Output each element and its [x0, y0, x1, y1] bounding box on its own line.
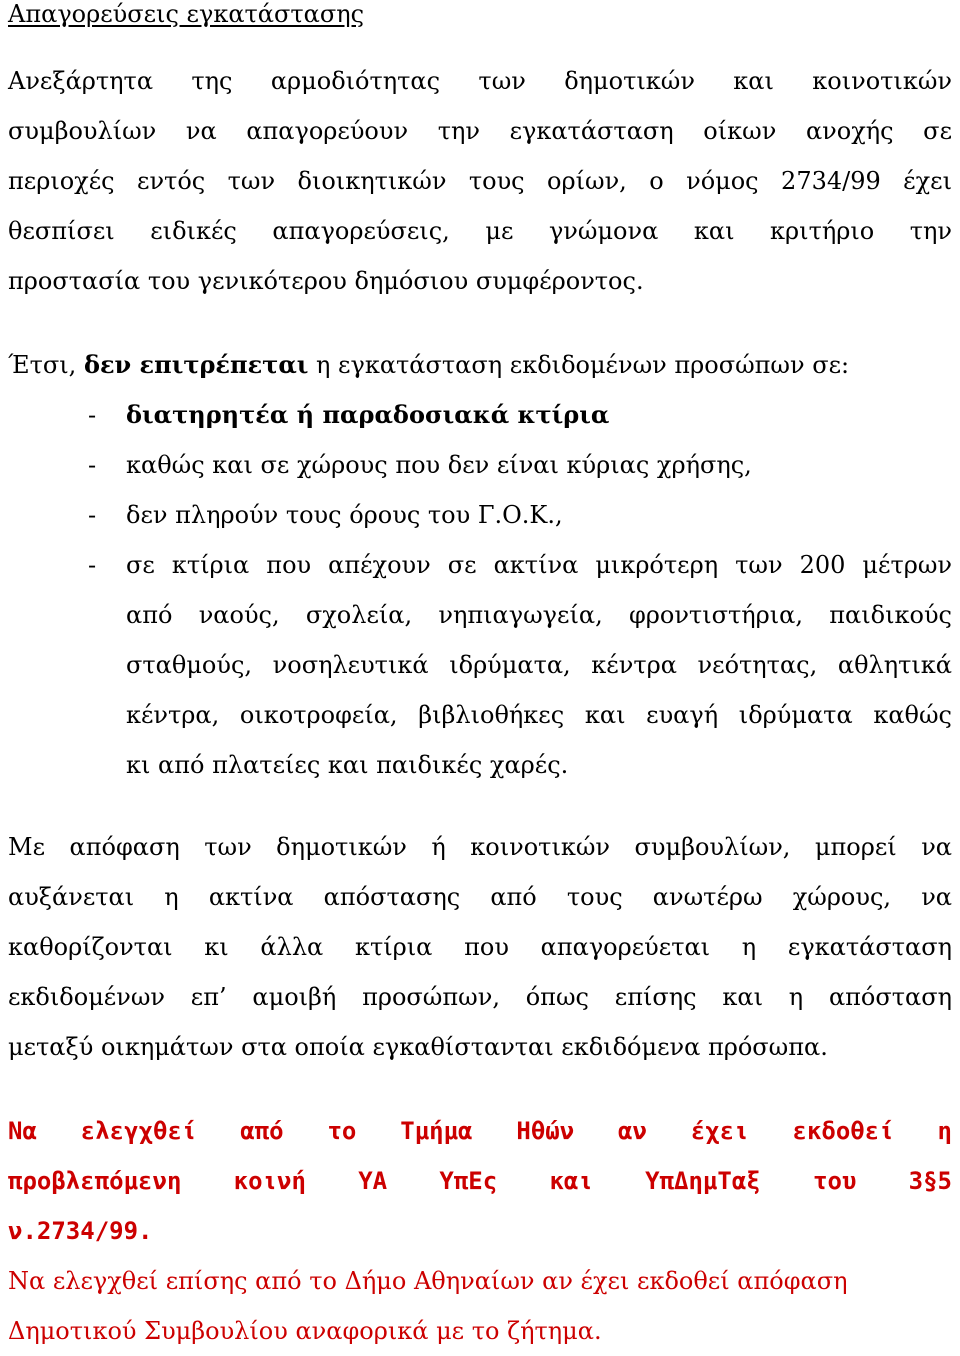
note-line: Να ελεγχθεί επίσης από το Δήμο Αθηναίων αν έχει εκδοθεί απόφαση: [8, 1267, 848, 1295]
note-line: ν.2734/99.: [8, 1217, 153, 1245]
list-item-text: διατηρητέα ή παραδοσιακά κτίρια: [126, 400, 610, 429]
paragraph-line: περιοχές εντός των διοικητικών τους ορίων, ο νόμος 2734/99 έχει: [8, 167, 952, 195]
paragraph-line: αυξάνεται η ακτίνα απόστασης από τους ανωτέρω χώρους, να: [8, 883, 952, 911]
list-item-text: σταθμούς, νοσηλευτικά ιδρύματα, κέντρα νεότητας, αθλητικά: [126, 651, 952, 679]
list-item-text: από ναούς, σχολεία, νηπιαγωγεία, φροντιστήρια, παιδικούς: [126, 601, 952, 629]
list-item: [8, 440, 952, 490]
paragraph-council-decision: [8, 822, 952, 1072]
paragraph-line: εκδιδομένων επ’ αμοιβή προσώπων, όπως επίσης και η απόσταση: [8, 983, 952, 1011]
note-regular: [8, 1256, 952, 1356]
intro-prefix: Έτσι,: [8, 351, 84, 379]
note-line: προβλεπόμενη κοινή ΥΑ ΥπΕς και ΥπΔημΤαξ του 3§5: [8, 1167, 952, 1195]
paragraph-intro: [8, 56, 952, 306]
paragraph-line: Ανεξάρτητα της αρμοδιότητας των δημοτικών και κοινοτικών: [8, 67, 952, 95]
page-title: Απαγορεύσεις εγκατάστασης: [8, 0, 365, 28]
list-dash: -: [88, 501, 97, 529]
list-item-text: κέντρα, οικοτροφεία, βιβλιοθήκες και ευαγή ιδρύματα καθώς: [126, 701, 952, 729]
prohibition-intro: [8, 340, 849, 390]
list-item: [8, 490, 952, 540]
list-dash: -: [88, 551, 97, 579]
intro-suffix: η εγκατάσταση εκδιδομένων προσώπων σε:: [308, 351, 850, 379]
note-bold: [8, 1106, 952, 1256]
paragraph-line: προστασία του γενικότερου δημόσιου συμφέροντος.: [8, 267, 644, 295]
note-line: Να ελεγχθεί από το Τμήμα Ηθών αν έχει εκδοθεί η: [8, 1117, 952, 1145]
paragraph-line: μεταξύ οικημάτων στα οποία εγκαθίστανται εκδιδόμενα πρόσωπα.: [8, 1033, 828, 1061]
list-item: [8, 390, 952, 440]
list-item-text: καθώς και σε χώρους που δεν είναι κύριας χρήσης,: [126, 451, 752, 479]
list-dash: -: [88, 401, 97, 429]
list-item-text: σε κτίρια που απέχουν σε ακτίνα μικρότερη των 200 μέτρων: [126, 551, 952, 579]
paragraph-line: καθορίζονται κι άλλα κτίρια που απαγορεύεται η εγκατάσταση: [8, 933, 952, 961]
intro-bold: δεν επιτρέπεται: [83, 350, 309, 379]
note-line: Δημοτικού Συμβουλίου αναφορικά με το ζήτημα.: [8, 1317, 602, 1345]
list-item-text: δεν πληρούν τους όρους του Γ.Ο.Κ.,: [126, 501, 563, 529]
paragraph-line: συμβουλίων να απαγορεύουν την εγκατάσταση οίκων ανοχής σε: [8, 117, 952, 145]
list-item-text: κι από πλατείες και παιδικές χαρές.: [126, 751, 569, 779]
list-dash: -: [88, 451, 97, 479]
paragraph-line: Με απόφαση των δημοτικών ή κοινοτικών συμβουλίων, μπορεί να: [8, 833, 952, 861]
paragraph-line: θεσπίσει ειδικές απαγορεύσεις, με γνώμονα και κριτήριο την: [8, 217, 952, 245]
prohibition-list: [8, 390, 952, 790]
list-item: [8, 540, 952, 790]
